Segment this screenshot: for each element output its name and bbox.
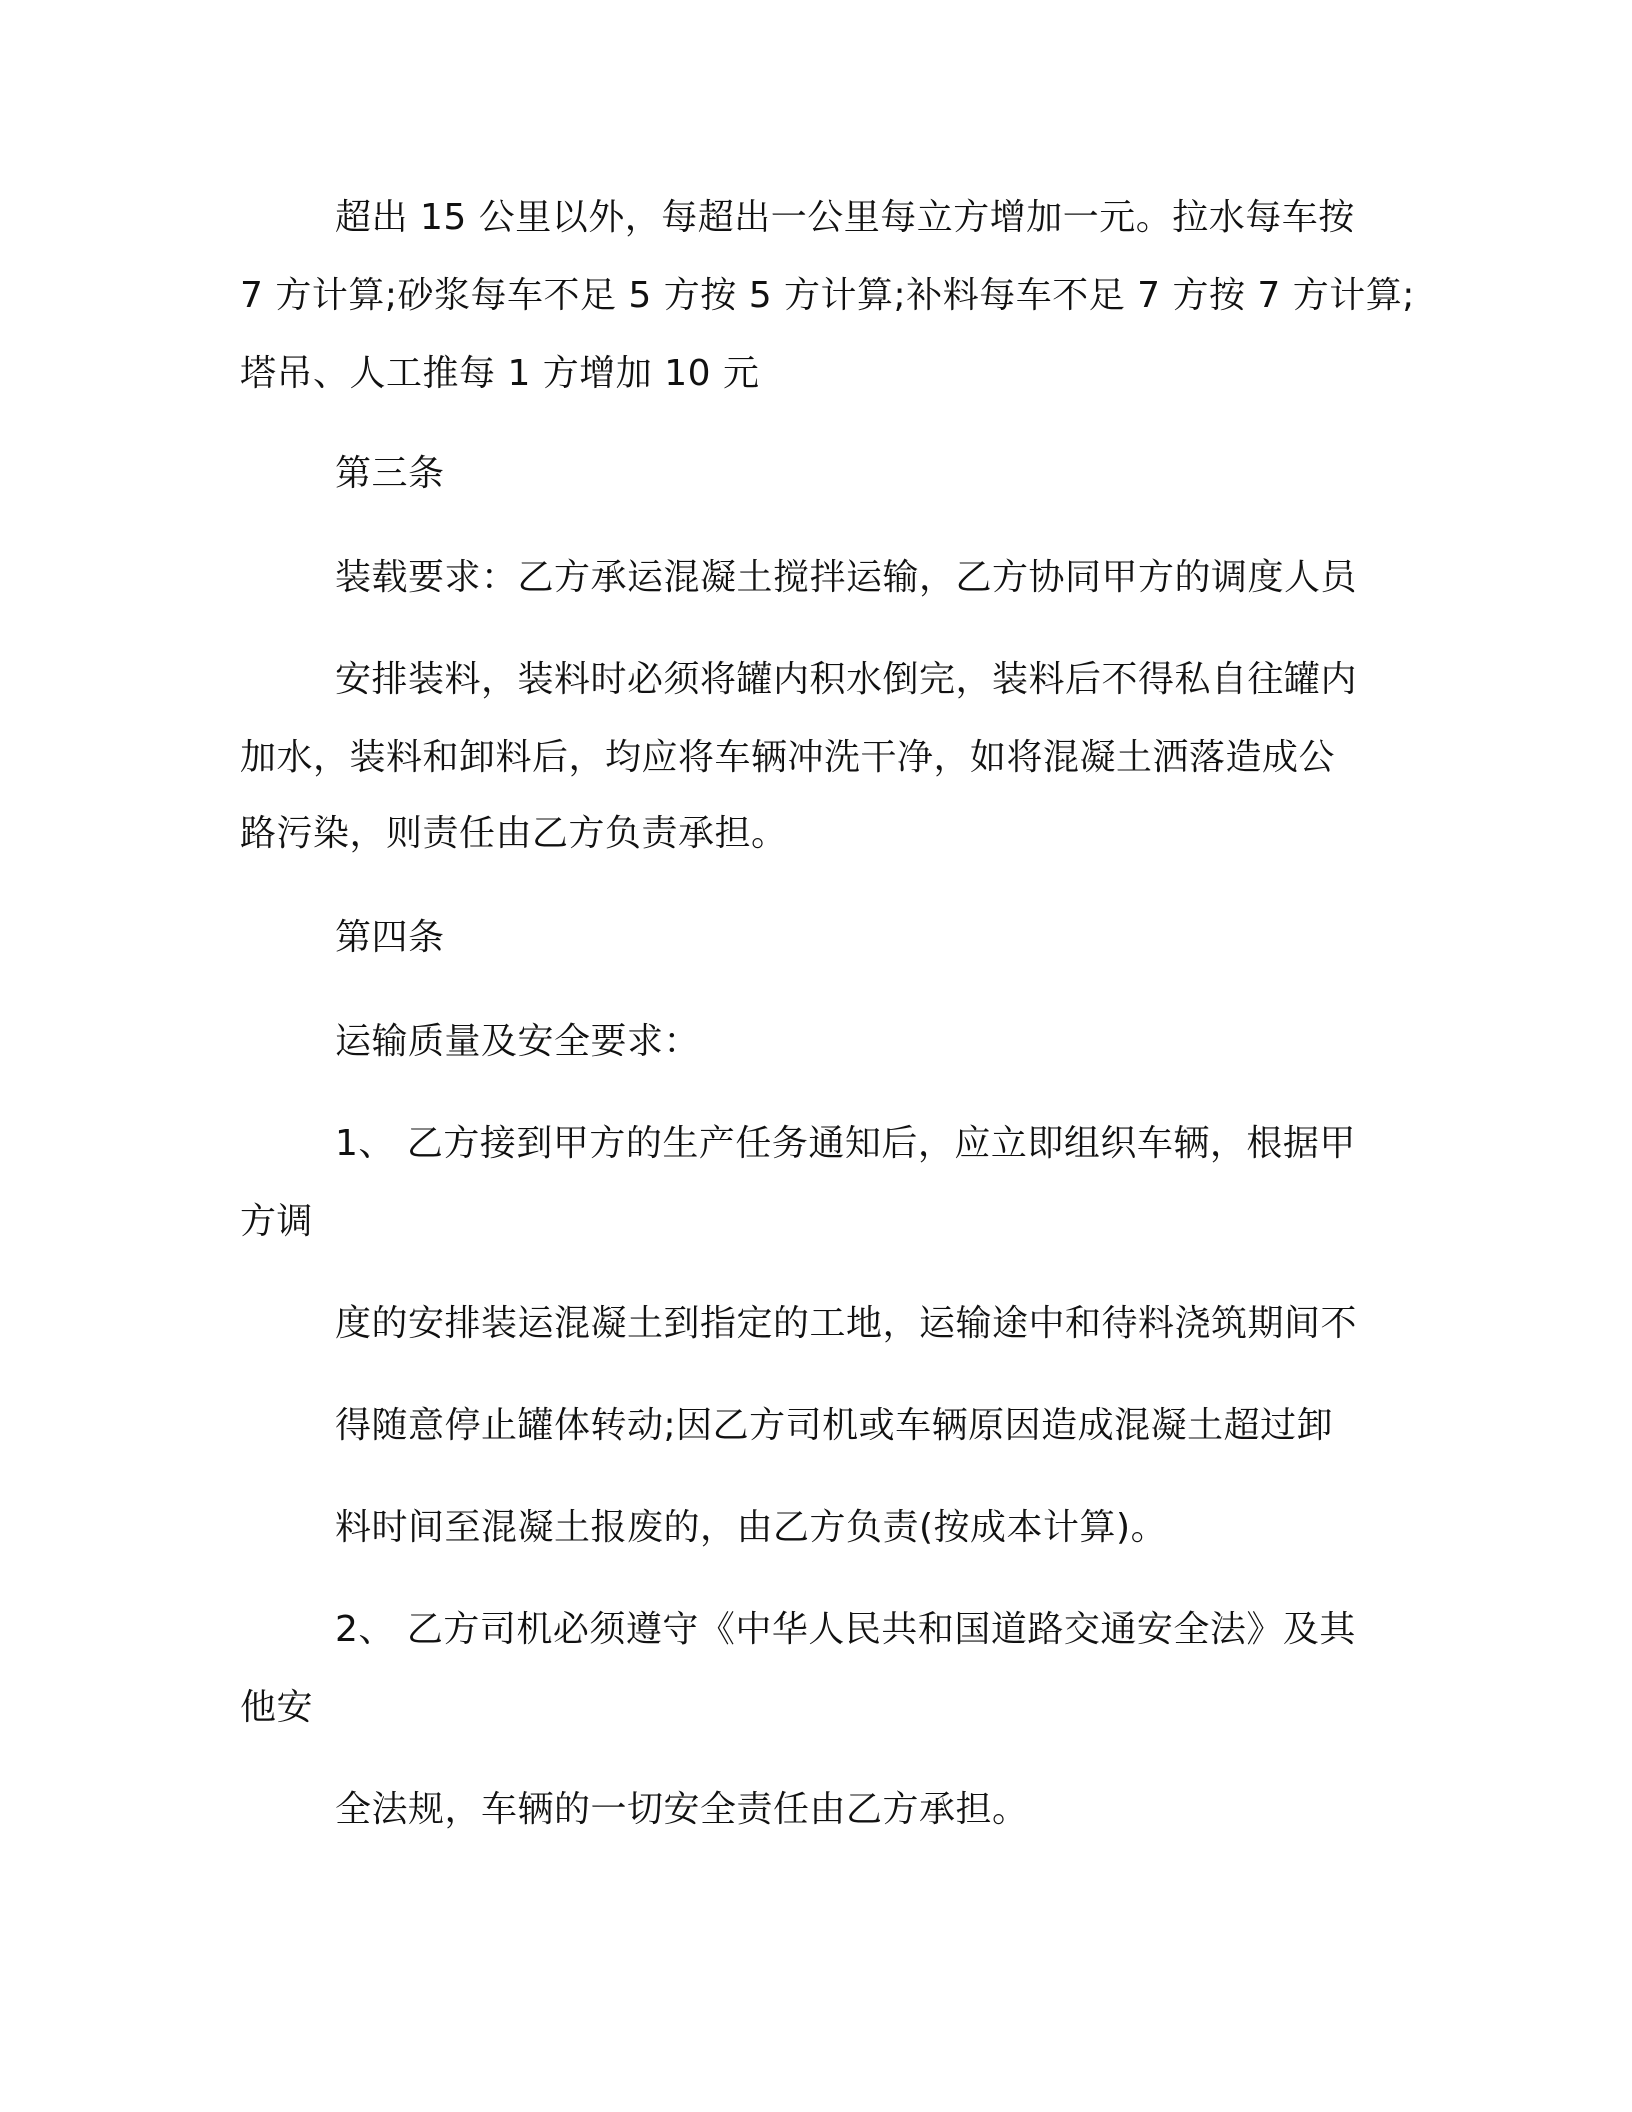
transport-quality-heading: 运输质量及安全要求： — [335, 1021, 701, 1062]
fee-line-3: 塔吊、人工推每 1 方增加 10 元 — [240, 353, 760, 394]
item-1-continuation-c: 料时间至混凝土报废的，由乙方负责(按成本计算)。 — [335, 1507, 1168, 1548]
article-4-heading: 第四条 — [335, 917, 445, 958]
item-1-line-2: 方调 — [240, 1201, 314, 1242]
loading-details-line-2: 加水，装料和卸料后，均应将车辆冲洗干净，如将混凝土洒落造成公 — [240, 737, 1336, 778]
article-3-heading: 第三条 — [335, 453, 445, 494]
item-2-line-2: 他安 — [240, 1687, 314, 1728]
loading-requirements-line: 装载要求：乙方承运混凝土搅拌运输，乙方协同甲方的调度人员 — [335, 557, 1358, 598]
item-1-continuation-a: 度的安排装运混凝土到指定的工地，运输途中和待料浇筑期间不 — [335, 1303, 1358, 1344]
item-2-line-1: 2、 乙方司机必须遵守《中华人民共和国道路交通安全法》及其 — [335, 1609, 1356, 1650]
fee-line-1: 超出 15 公里以外，每超出一公里每立方增加一元。拉水每车按 — [335, 197, 1355, 238]
item-2-continuation: 全法规，车辆的一切安全责任由乙方承担。 — [335, 1789, 1029, 1830]
loading-details-line-3: 路污染，则责任由乙方负责承担。 — [240, 813, 788, 854]
fee-line-2: 7 方计算;砂浆每车不足 5 方按 5 方计算;补料每车不足 7 方按 7 方计算; — [240, 275, 1415, 316]
item-1-line-1: 1、 乙方接到甲方的生产任务通知后，应立即组织车辆，根据甲 — [335, 1123, 1356, 1164]
item-1-continuation-b: 得随意停止罐体转动;因乙方司机或车辆原因造成混凝土超过卸 — [335, 1405, 1334, 1446]
loading-details-line-1: 安排装料，装料时必须将罐内积水倒完，装料后不得私自往罐内 — [335, 659, 1358, 700]
